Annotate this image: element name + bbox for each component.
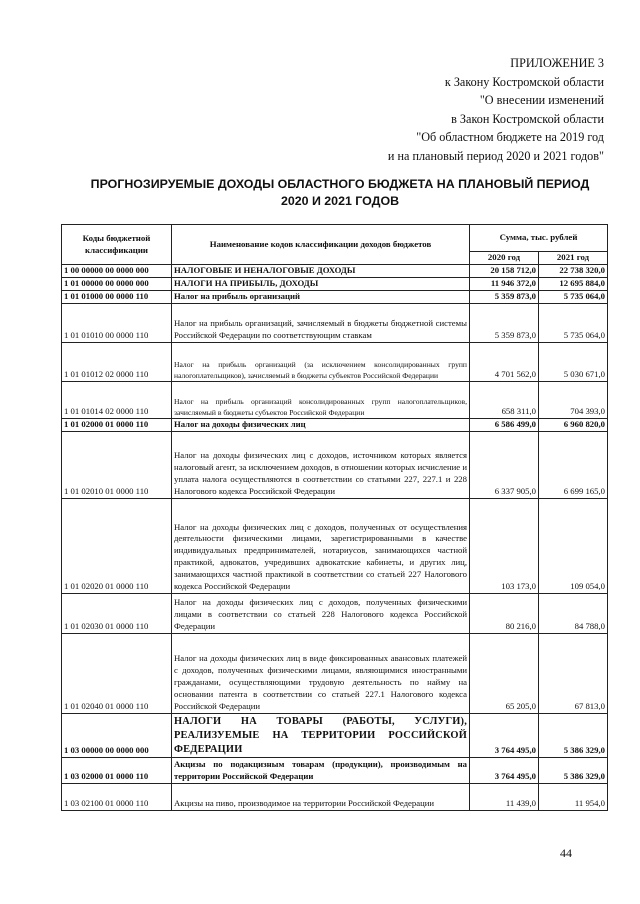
title-line: ПРОГНОЗИРУЕМЫЕ ДОХОДЫ ОБЛАСТНОГО БЮДЖЕТА НА ПЛАНОВЫЙ ПЕРИОД: [90, 177, 590, 191]
table-row: [62, 343, 608, 382]
row-code: 1 01 01014 02 0000 110: [62, 382, 172, 419]
row-name: Налог на прибыль организаций (за исключением консолидированных групп налогоплательщиков), зачисляемый в бюджеты субъектов Российской Федерации: [172, 343, 470, 382]
row-code: 1 01 02000 01 0000 110: [62, 419, 172, 432]
table-row: [62, 634, 608, 714]
row-name: Налог на доходы физических лиц в виде фиксированных авансовых платежей с доходов, полученных физическими лицами, являющимися иностранными гражданами, осуществляющими трудовую деятельность по найму на основании патента в соответствии со статьей 227.1 Налогового кодекса Российской Федерации: [172, 634, 470, 714]
row-2021: 11 954,0: [539, 784, 608, 811]
table-row: [62, 594, 608, 634]
row-code: 1 03 02100 01 0000 110: [62, 784, 172, 811]
row-2021: 6 960 820,0: [539, 419, 608, 432]
header-line: "О внесении изменений: [479, 93, 604, 108]
row-2020: 5 359 873,0: [470, 304, 539, 343]
row-code: 1 01 00000 00 0000 000: [62, 278, 172, 291]
row-2021: 109 054,0: [539, 499, 608, 594]
row-name: Налог на прибыль организаций консолидированных групп налогоплательщиков, зачисляемый в бюджеты субъектов Российской Федерации: [172, 382, 470, 419]
row-2021: 22 738 320,0: [539, 265, 608, 278]
row-2021: 704 393,0: [539, 382, 608, 419]
row-2020: 3 764 495,0: [470, 758, 539, 784]
header-sum: Сумма, тыс. рублей: [470, 225, 608, 252]
row-name: Налог на доходы физических лиц: [172, 419, 470, 432]
row-name: Налог на доходы физических лиц с доходов, полученных физическими лицами в соответствии со статьей 228 Налогового кодекса Российской Федерации: [172, 594, 470, 634]
row-code: 1 03 00000 00 0000 000: [62, 714, 172, 758]
row-2021: 67 813,0: [539, 634, 608, 714]
row-name: НАЛОГИ НА ПРИБЫЛЬ, ДОХОДЫ: [172, 278, 470, 291]
row-2020: 103 173,0: [470, 499, 539, 594]
row-2021: 12 695 884,0: [539, 278, 608, 291]
page-number: 44: [560, 846, 572, 860]
table-row: [62, 784, 608, 811]
row-2021: 5 386 329,0: [539, 714, 608, 758]
row-name: НАЛОГИ НА ТОВАРЫ (РАБОТЫ, УСЛУГИ), РЕАЛИЗУЕМЫЕ НА ТЕРРИТОРИИ РОССИЙСКОЙ ФЕДЕРАЦИИ: [172, 714, 470, 758]
row-name: Налог на доходы физических лиц с доходов, источником которых является налоговый агент, за исключением доходов, в отношении которых исчисление и уплата налога осуществляются в соответствии со статьями 227, 227.1 и 228 Налогового кодекса Российской Федерации: [172, 432, 470, 499]
row-2021: 6 699 165,0: [539, 432, 608, 499]
row-2021: 5 030 671,0: [539, 343, 608, 382]
row-2021: 5 735 064,0: [539, 304, 608, 343]
row-2020: 65 205,0: [470, 634, 539, 714]
row-2020: 4 701 562,0: [470, 343, 539, 382]
row-code: 1 01 02030 01 0000 110: [62, 594, 172, 634]
row-2020: 80 216,0: [470, 594, 539, 634]
header-line: и на плановый период 2020 и 2021 годов": [387, 148, 604, 163]
row-code: 1 01 01000 00 0000 110: [62, 291, 172, 304]
page-title: [60, 176, 620, 210]
table-row: [62, 432, 608, 499]
row-name: Налог на прибыль организаций, зачисляемый в бюджеты бюджетной системы Российской Федерации по соответствующим ставкам: [172, 304, 470, 343]
row-code: 1 01 01012 02 0000 110: [62, 343, 172, 382]
row-2021: 5 386 329,0: [539, 758, 608, 784]
header-2021: 2021 год: [539, 252, 608, 265]
row-2021: 84 788,0: [539, 594, 608, 634]
table-row: [62, 419, 608, 432]
table-row: [62, 265, 608, 278]
row-code: 1 01 01010 00 0000 110: [62, 304, 172, 343]
row-2020: 5 359 873,0: [470, 291, 539, 304]
header-name: Наименование кодов классификации доходов бюджетов: [172, 225, 470, 265]
row-code: 1 01 02010 01 0000 110: [62, 432, 172, 499]
header-line: "Об областном бюджете на 2019 год: [416, 130, 604, 145]
table-row: [62, 499, 608, 594]
table-row: [62, 382, 608, 419]
row-name: НАЛОГОВЫЕ И НЕНАЛОГОВЫЕ ДОХОДЫ: [172, 265, 470, 278]
row-code: 1 01 02020 01 0000 110: [62, 499, 172, 594]
row-code: 1 01 02040 01 0000 110: [62, 634, 172, 714]
table-row: [62, 714, 608, 758]
row-name: Налог на доходы физических лиц с доходов, полученных от осуществления деятельности физическими лицами, зарегистрированными в качестве индивидуальных предпринимателей, нотариусов, занимающихся частной практикой, адвокатов, учредивших адвокатские кабинеты, и других лиц, занимающихся частной практикой в соответствии со статьей 227 Налогового кодекса Российской Федерации: [172, 499, 470, 594]
row-2020: 11 439,0: [470, 784, 539, 811]
document-header: [388, 54, 604, 166]
row-2020: 20 158 712,0: [470, 265, 539, 278]
title-line: 2020 И 2021 ГОДОВ: [280, 194, 400, 208]
header-line: ПРИЛОЖЕНИЕ 3: [510, 56, 604, 70]
row-2020: 6 586 499,0: [470, 419, 539, 432]
row-2020: 658 311,0: [470, 382, 539, 419]
header-line: в Закон Костромской области: [451, 111, 604, 126]
row-name: Акцизы на пиво, производимое на территории Российской Федерации: [172, 784, 470, 811]
row-2021: 5 735 064,0: [539, 291, 608, 304]
row-name: Акцизы по подакцизным товарам (продукции), производимым на территории Российской Федерации: [172, 758, 470, 784]
row-code: 1 00 00000 00 0000 000: [62, 265, 172, 278]
row-2020: 11 946 372,0: [470, 278, 539, 291]
revenue-table: [61, 224, 608, 811]
table-row: [62, 291, 608, 304]
header-line: к Закону Костромской области: [444, 74, 604, 89]
table-row: [62, 758, 608, 784]
table-row: [62, 278, 608, 291]
row-2020: 3 764 495,0: [470, 714, 539, 758]
header-2020: 2020 год: [470, 252, 539, 265]
header-code: Коды бюджетной классификации: [62, 225, 172, 265]
row-2020: 6 337 905,0: [470, 432, 539, 499]
table-row: [62, 304, 608, 343]
row-code: 1 03 02000 01 0000 110: [62, 758, 172, 784]
row-name: Налог на прибыль организаций: [172, 291, 470, 304]
